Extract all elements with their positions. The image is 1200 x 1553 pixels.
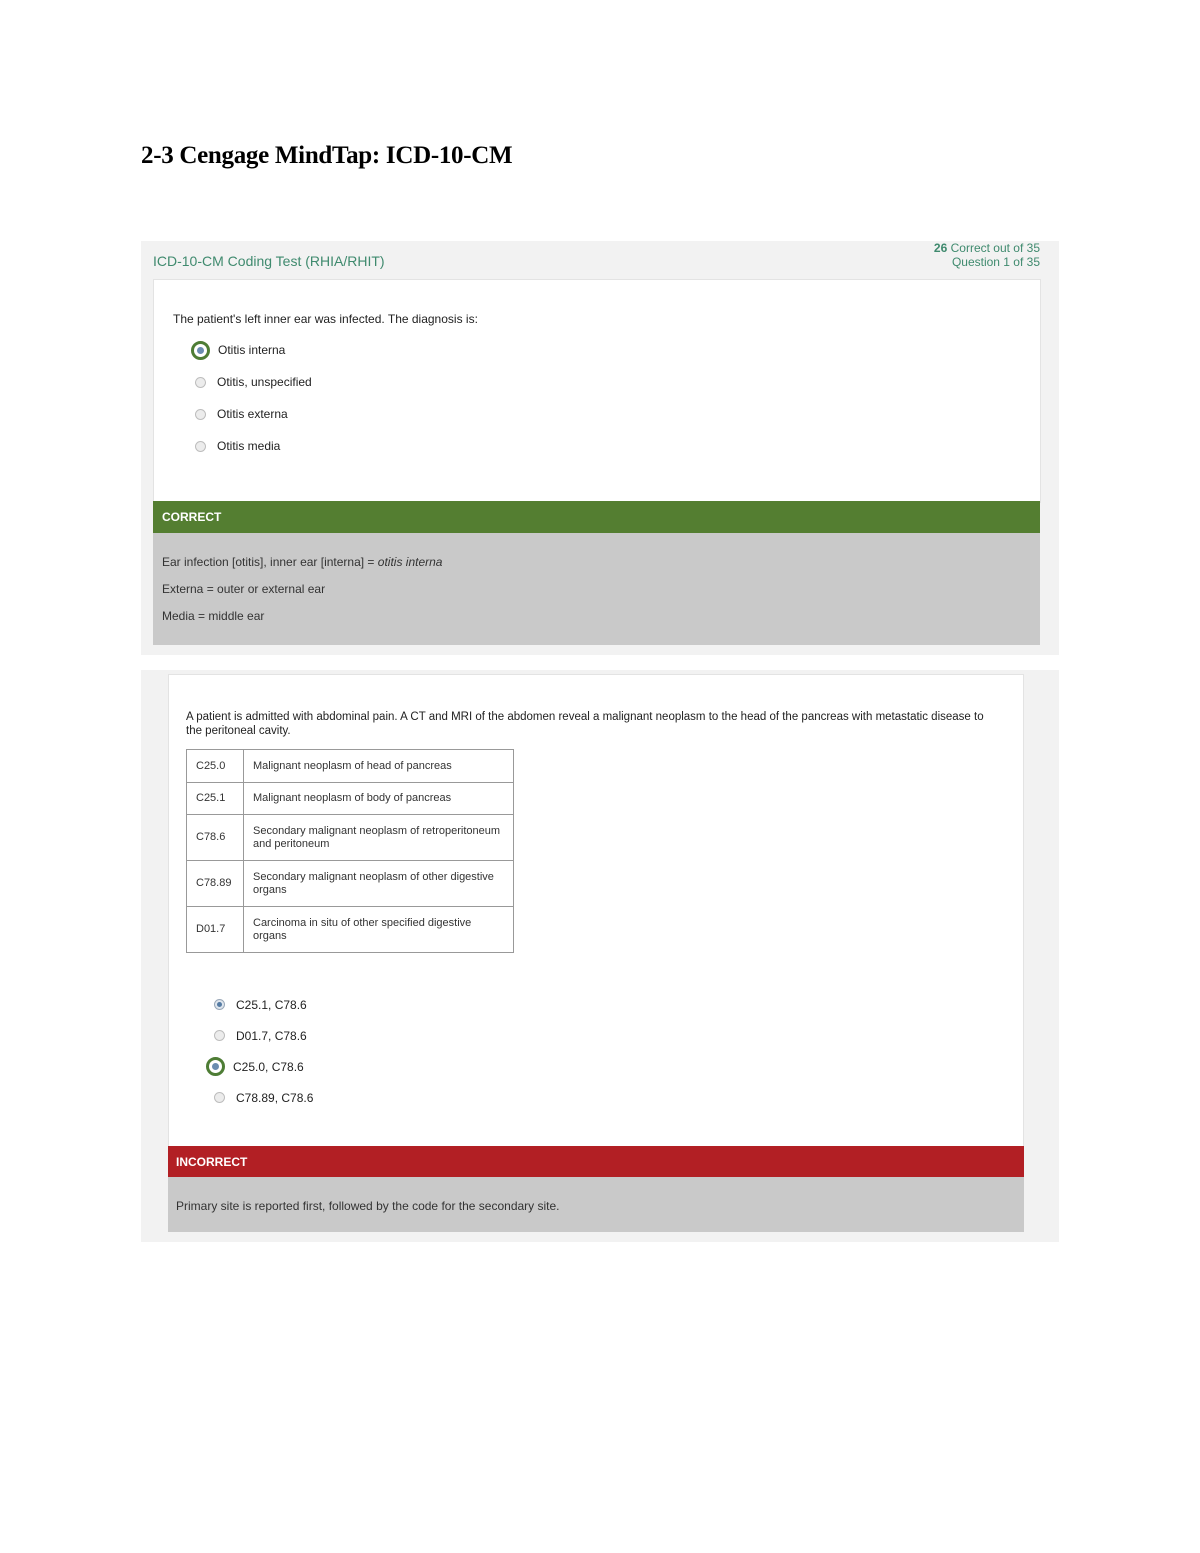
answer-option[interactable] [191, 398, 312, 430]
feedback-line [162, 555, 442, 569]
feedback-line: Primary site is reported first, followed by the code for the secondary site. [176, 1199, 560, 1213]
table-row [187, 783, 514, 815]
feedback-text: Ear infection [otitis], inner ear [interna] = [162, 555, 378, 569]
radio-icon[interactable] [214, 1092, 225, 1103]
answer-option-label: Otitis interna [218, 343, 286, 357]
question-text: The patient's left inner ear was infected. The diagnosis is: [173, 312, 478, 326]
description-cell: Malignant neoplasm of head of pancreas [244, 750, 514, 783]
answer-option[interactable] [191, 430, 312, 462]
correct-count: 26 [933, 241, 948, 255]
answer-option[interactable] [210, 989, 313, 1020]
code-reference-table [186, 749, 514, 953]
radio-correct-answer-icon[interactable] [206, 1057, 225, 1076]
answer-option[interactable] [210, 1051, 313, 1082]
answer-option[interactable] [191, 334, 312, 366]
radio-icon[interactable] [195, 441, 206, 452]
question-card [168, 674, 1024, 1148]
radio-icon[interactable] [214, 1030, 225, 1041]
radio-user-selected-icon[interactable] [214, 999, 225, 1010]
answer-option[interactable] [191, 366, 312, 398]
result-banner-incorrect: INCORRECT [168, 1146, 1024, 1177]
description-cell: Malignant neoplasm of body of pancreas [244, 783, 514, 815]
question-panel-1 [141, 241, 1059, 655]
description-cell: Carcinoma in situ of other specified digestive organs [244, 907, 514, 953]
document-title: 2-3 Cengage MindTap: ICD-10-CM [141, 142, 513, 169]
question-text: A patient is admitted with abdominal pain. A CT and MRI of the abdomen reveal a malignant neoplasm to the head of the pancreas with metastatic disease to the peritoneal cavity. [186, 711, 984, 737]
feedback-box [153, 533, 1040, 645]
score-summary [934, 241, 1040, 269]
result-banner-correct: CORRECT [153, 501, 1040, 533]
description-cell: Secondary malignant neoplasm of retroperitoneum and peritoneum [244, 815, 514, 861]
test-title: ICD-10-CM Coding Test (RHIA/RHIT) [153, 253, 385, 269]
feedback-line: Media = middle ear [162, 609, 265, 623]
question-counter: Question 1 of 35 [951, 255, 1040, 269]
answer-option-label: C25.1, C78.6 [236, 997, 307, 1012]
code-cell: C78.6 [187, 815, 244, 861]
table-row [187, 750, 514, 783]
answer-option-label: C78.89, C78.6 [236, 1090, 314, 1105]
code-cell: C25.1 [187, 783, 244, 815]
description-cell: Secondary malignant neoplasm of other digestive organs [244, 861, 514, 907]
question-panel-2 [141, 670, 1059, 1242]
correct-count-suffix: Correct out of 35 [947, 241, 1040, 255]
table-row [187, 907, 514, 953]
answer-option-label: Otitis media [217, 439, 281, 453]
table-row [187, 815, 514, 861]
answer-options [210, 989, 313, 1113]
feedback-line: Externa = outer or external ear [162, 582, 326, 596]
radio-icon[interactable] [195, 377, 206, 388]
table-row [187, 861, 514, 907]
answer-option[interactable] [210, 1020, 313, 1051]
radio-selected-icon[interactable] [191, 341, 210, 360]
question-card [153, 279, 1041, 503]
answer-option-label: Otitis externa [217, 407, 288, 421]
radio-icon[interactable] [195, 409, 206, 420]
answer-options [191, 334, 312, 462]
feedback-box [168, 1177, 1024, 1232]
code-cell: C78.89 [187, 861, 244, 907]
answer-option-label: Otitis, unspecified [217, 375, 312, 389]
code-cell: C25.0 [187, 750, 244, 783]
answer-option-label: C25.0, C78.6 [233, 1059, 304, 1074]
feedback-emphasis: otitis interna [377, 555, 443, 569]
answer-option[interactable] [210, 1082, 313, 1113]
answer-option-label: D01.7, C78.6 [236, 1028, 307, 1043]
code-cell: D01.7 [187, 907, 244, 953]
